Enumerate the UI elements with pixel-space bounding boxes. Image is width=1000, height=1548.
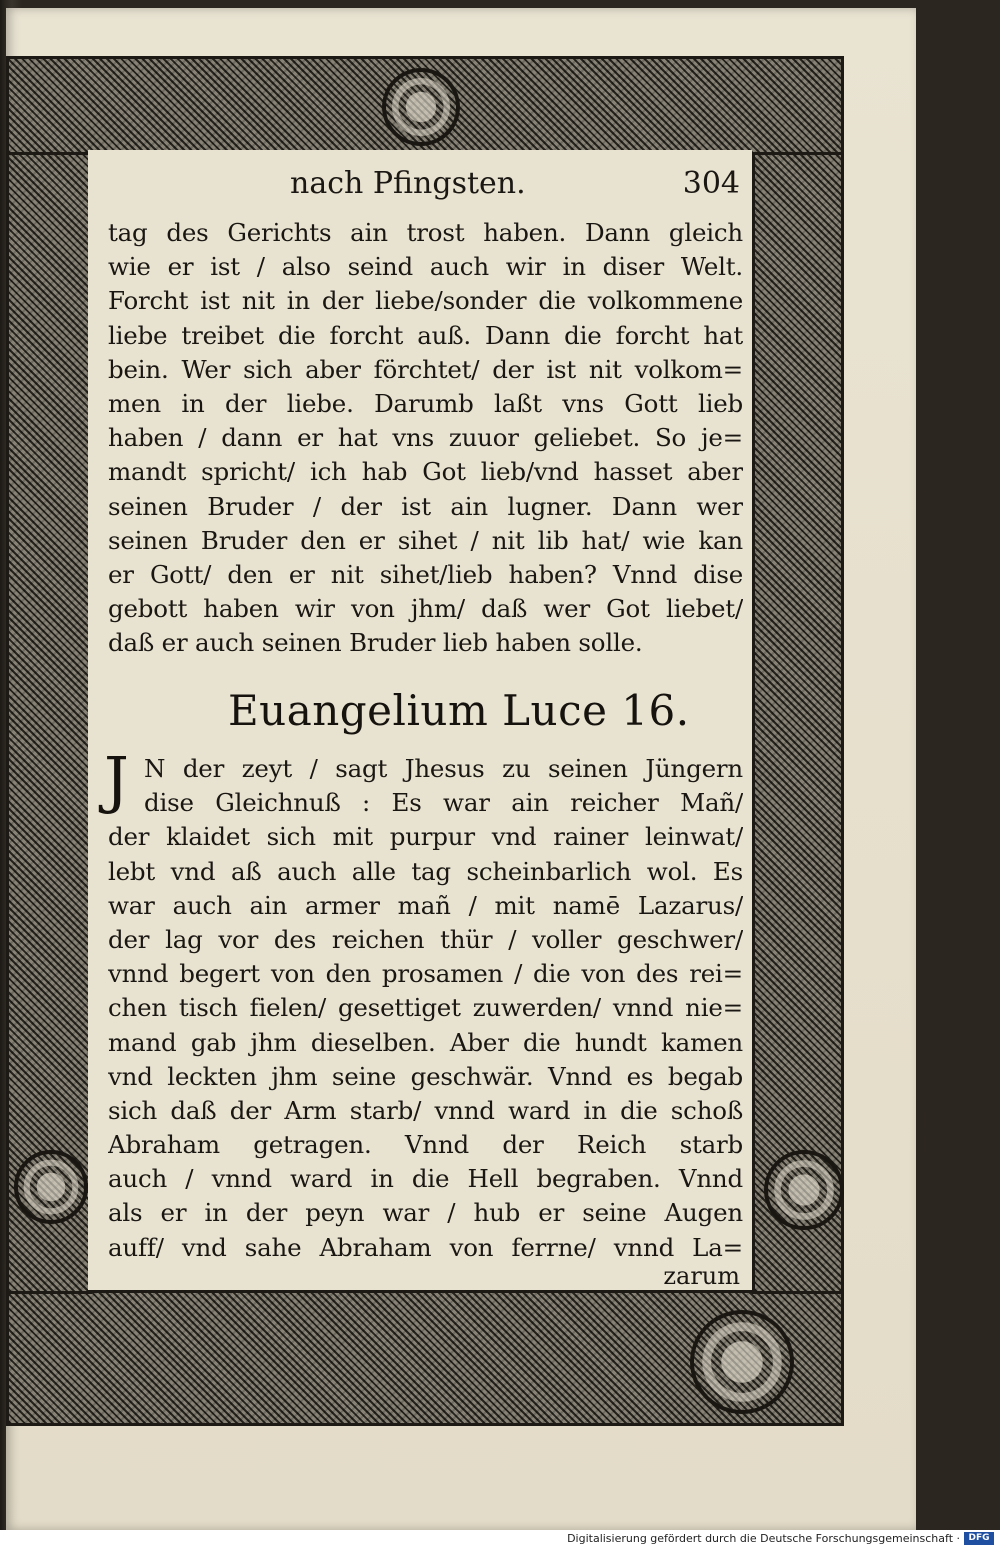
page-number: 304 [682,166,740,201]
text-line: der lag vor des reichen thür / voller geschwer/ [108,924,743,954]
credit-text: Digitalisierung gefördert durch die Deutsche Forschungsgemeinschaft · [567,1532,960,1545]
text-line: tag des Gerichts ain trost haben. Dann gleich [108,218,743,247]
woodcut-border-left [6,152,92,1294]
text-line: vnnd begert von den prosamen / die von des rei= [108,959,743,989]
text-line: mandt spricht/ ich hab Got lieb/vnd hasset aber [108,457,743,487]
text-line: der klaidet sich mit purpur vnd rainer leinwat/ [108,822,743,852]
text-line: haben / dann er hat vns zuuor geliebet. So je= [108,423,743,453]
text-line: war auch ain armer mañ / mit namē Lazarus/ [108,890,743,920]
woodcut-border-right [752,152,844,1294]
text-line: seinen Bruder den er sihet / nit lib hat/ wie kan [108,525,743,555]
running-head-title: nach Pfingsten. [290,166,526,201]
spiral-ornament-left [14,1150,88,1224]
face-ornament-top [382,68,460,146]
epistle-text [108,216,743,660]
text-line: sich daß der Arm starb/ vnnd ward in die schoß [108,1095,743,1125]
catchword: zarum [663,1262,740,1290]
text-line: als er in der peyn war / hub er seine Augen [108,1198,743,1228]
text-line: mand gab jhm dieselben. Aber die hundt kamen [108,1027,743,1057]
text-line: seinen Bruder / der ist ain lugner. Dann wer [108,491,743,521]
text-line: auch / vnnd ward in die Hell begraben. Vnnd [108,1164,743,1194]
scroll-ornament-bottom [690,1310,794,1414]
text-line: liebe treibet die forcht auß. Dann die forcht hat [108,320,743,350]
text-line: Abraham getragen. Vnnd der Reich starb [108,1130,743,1160]
text-line: bein. Wer sich aber förchtet/ der ist nit volkom= [108,354,743,384]
digitization-credit-bar [0,1530,1000,1548]
dfg-logo[interactable]: DFG [964,1532,994,1545]
text-line: er Gott/ den er nit sihet/lieb haben? Vnnd dise [108,559,743,589]
text-line: N der zeyt / sagt Jhesus zu seinen Jüngern [144,754,743,783]
spiral-ornament-right [764,1150,844,1230]
text-line: men in der liebe. Darumb laßt vns Gott lieb [108,388,743,418]
gospel-heading: Euangelium Luce 16. [228,686,690,735]
text-line: dise Gleichnuß : Es war ain reicher Mañ/ [144,788,743,818]
text-line: auff/ vnd sahe Abraham von ferrne/ vnnd La= [108,1232,743,1262]
text-line: wie er ist / also seind auch wir in diser Welt. [108,252,743,282]
text-line: daß er auch seinen Bruder lieb haben solle. [108,628,643,658]
text-line: Forcht ist nit in der liebe/sonder die volkommene [108,286,743,316]
gospel-text [108,752,743,1265]
text-line: gebott haben wir von jhm/ daß wer Got liebet/ [108,594,743,624]
text-line: lebt vnd aß auch alle tag scheinbarlich wol. Es [108,856,743,886]
text-line: vnd leckten jhm seine geschwär. Vnnd es begab [108,1061,743,1091]
text-line: chen tisch fielen/ gesettiget zuwerden/ vnnd nie= [108,993,743,1023]
drop-capital: J [104,743,129,816]
